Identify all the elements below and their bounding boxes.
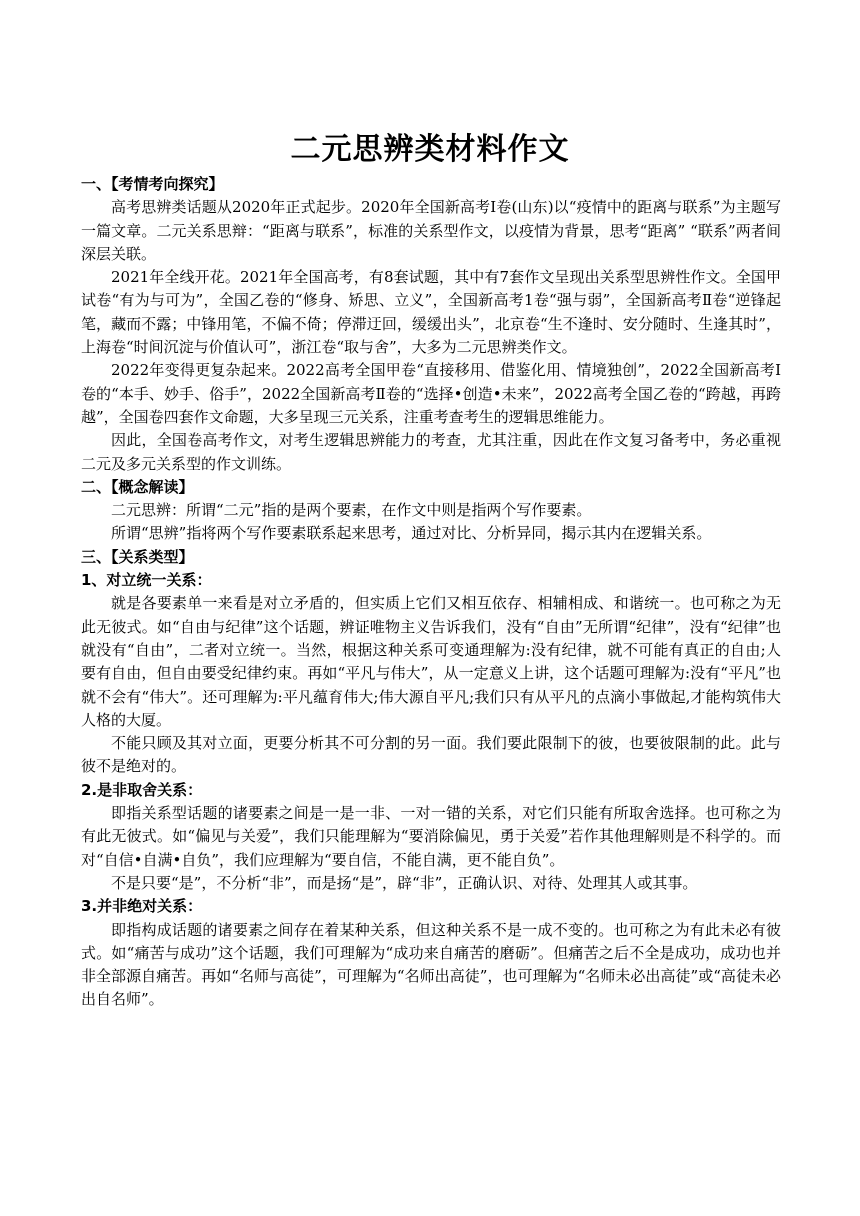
paragraph: 二元思辨：所谓“二元”指的是两个要素，在作文中则是指两个写作要素。 [111,501,592,520]
document-title: 二元思辨类材料作文 [290,132,570,167]
section-heading-relation-types: 三、【关系类型】 [81,547,194,566]
paragraph: 因此，全国卷高考作文，对考生逻辑思辨能力的考查，尤其注重，因此在作文复习备考中，务必重视二元及多元关系型的作文训练。 [81,431,781,473]
document-body [81,173,781,1012]
paragraph: 2021年全线开花。2021年全国高考，有8套试题，其中有7套作文呈现出关系型思辨性作文。全国甲试卷“有为与可为”，全国乙卷的“修身、矫思、立义”，全国新高考1卷“强与弱”，全国新高考Ⅱ卷“逆锋起笔，藏而不露；中锋用笔，不偏不倚；停滞迂回，缓缓出头”，北京卷“生不逢时、安分随时、生逢其时”，上海卷“时间沉淀与价值认可”，浙江卷“取与舍”，大多为二元思辨类作文。 [81,268,781,357]
paragraph: 就是各要素单一来看是对立矛盾的，但实质上它们又相互依存、相辅相成、和谐统一。也可称之为无此无彼式。如“自由与纪律”这个话题，辨证唯物主义告诉我们，没有“自由”无所谓“纪律”，没有“纪律”也就没有“自由”，二者对立统一。当然，根据这种关系可变通理解为:没有纪律，就不可能有真正的自由;人要有自由，但自由要受纪律约束。再如“平凡与伟大”，从一定意义上讲，这个话题可理解为:没有“平凡”也就不会有“伟大”。还可理解为:平凡蕴育伟大;伟大源自平凡;我们只有从平凡的点滴小事做起,才能构筑伟大人格的大厦。 [81,594,781,729]
paragraph: 不是只要“是”，不分析“非”，而是扬“是”，辟“非”，正确认识、对待、处理其人或其事。 [111,873,698,892]
paragraph: 不能只顾及其对立面，更要分析其不可分割的另一面。我们要此限制下的彼，也要彼限制的此。此与彼不是绝对的。 [81,734,781,776]
subheading-unity-of-opposites: 1、对立统一关系： [81,571,212,590]
paragraph: 高考思辨类话题从2020年正式起步。2020年全国新高考Ⅰ卷(山东)以“疫情中的距离与联系”为主题写一篇文章。二元关系思辩：“距离与联系”，标准的关系型作文，以疫情为背景，思考“距离” “联系”两者间深层关联。 [81,198,781,263]
subheading-non-absolute: 3.并非绝对关系： [81,897,203,916]
subheading-right-wrong-choice: 2.是非取舍关系： [81,780,203,799]
paragraph: 即指构成话题的诸要素之间存在着某种关系，但这种关系不是一成不变的。也可称之为有此未必有彼式。如“痛苦与成功”这个话题，我们可理解为“成功来自痛苦的磨砺”。但痛苦之后不全是成功，成功也并非全部源自痛苦。再如“名师与高徒”，可理解为“名师出高徒”，也可理解为“名师未必出高徒”或“高徒未必出自名师”。 [81,920,781,1009]
paragraph: 即指关系型话题的诸要素之间是一是一非、一对一错的关系，对它们只能有所取舍选择。也可称之为有此无彼式。如“偏见与关爱”，我们只能理解为“要消除偏见，勇于关爱”若作其他理解则是不科学的。而对“自信•自满•自负”，我们应理解为“要自信，不能自满，更不能自负”。 [81,804,781,869]
section-heading-exam-trends: 一、【考情考向探究】 [81,175,224,193]
paragraph: 2022年变得更复杂起来。2022高考全国甲卷“直接移用、借鉴化用、情境独创”，2022全国新高考Ⅰ卷的“本手、妙手、俗手”，2022全国新高考Ⅱ卷的“选择•创造•未来”，2022高考全国乙卷的“跨越，再跨越”，全国卷四套作文命题，大多呈现三元关系，注重考查考生的逻辑思维能力。 [81,361,781,426]
section-heading-concept: 二、【概念解读】 [81,477,194,496]
paragraph: 所谓“思辨”指将两个写作要素联系起来思考，通过对比、分析异同，揭示其内在逻辑关系。 [111,524,712,543]
